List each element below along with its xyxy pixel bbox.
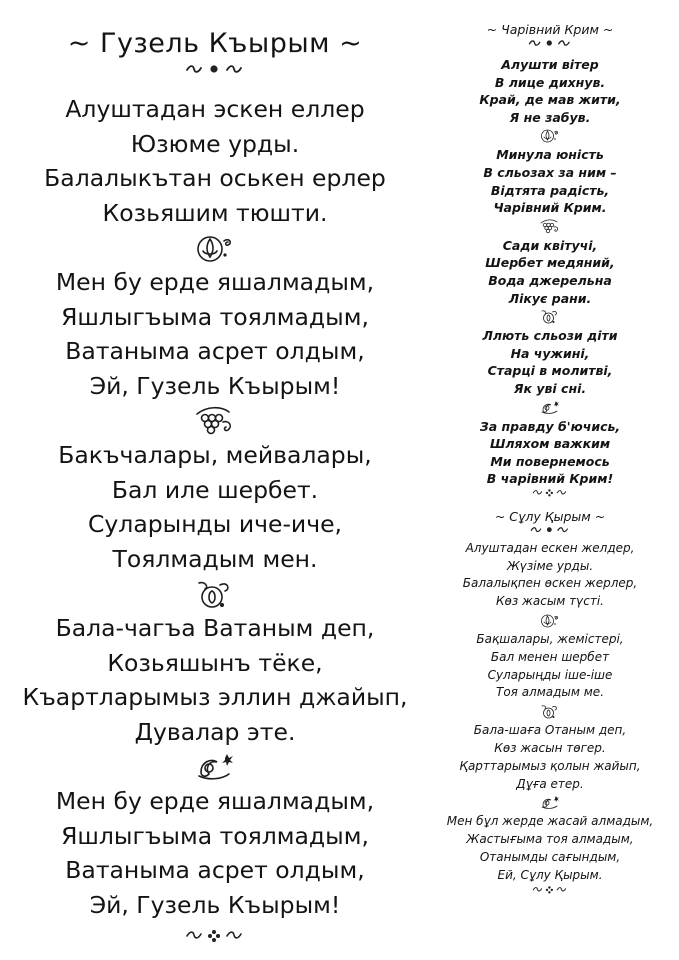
poem-line: Бал менен шербет: [490, 649, 610, 664]
moon-star-ornament-icon: [540, 400, 560, 416]
flame-ornament-icon: [540, 613, 560, 629]
poem-line: Шербет медяний,: [485, 255, 615, 271]
poem-line: Яшлыгъыма тоялмадым,: [61, 302, 369, 331]
poem-line: Қарттарымыз қолын жайып,: [459, 758, 641, 773]
poem-line: Я не забув.: [509, 109, 591, 125]
flame-ornament-icon: [195, 233, 235, 265]
poem-line: Жүзіме урды.: [506, 558, 594, 573]
poem-line: Лікує рани.: [508, 290, 592, 306]
poem-line: Старці в молитві,: [487, 363, 613, 379]
poem-line: Тоялмадым мен.: [112, 544, 318, 573]
poem-line: Юзюме урды.: [130, 129, 300, 158]
poem-line: Ллють сльози діти: [482, 328, 618, 344]
flame-ornament-icon: [540, 128, 560, 144]
swirl-ornament-icon: [540, 309, 560, 325]
poem-line: Вода джерельна: [488, 272, 612, 288]
ukrainian-poem-title: ~ Чарівний Крим ~: [486, 22, 614, 37]
left-stanza-2: [0, 265, 430, 403]
poem-line: Край, де мав жити,: [479, 92, 621, 108]
kaz-stanza-2: [430, 631, 670, 702]
poem-line: Алушти вітер: [501, 57, 599, 72]
poem-line: Сади квітучі,: [502, 237, 598, 253]
poem-line: В лице дихнув.: [494, 74, 606, 90]
swirl-ornament-icon: [195, 579, 235, 611]
right-column: [430, 0, 670, 895]
poem-line: Алуштадан эскен еллер: [65, 95, 365, 123]
divider-ornament-icon: [185, 64, 245, 78]
poem-line: Ей, Сұлу Қырым.: [497, 867, 603, 882]
poem-line: Чарівний Крим.: [493, 200, 607, 216]
ukr-stanza-4: [430, 327, 670, 397]
moon-star-ornament-icon: [540, 795, 560, 811]
grapes-ornament-icon: [540, 219, 560, 235]
poem-line: Дұға етер.: [516, 776, 584, 791]
poem-line: Къартларымыз эллин джайып,: [22, 683, 408, 711]
poem-line: Шляхом важким: [489, 436, 611, 452]
poem-line: За правду б'ючись,: [479, 418, 621, 434]
moon-star-ornament-icon: [195, 752, 235, 784]
poem-line: Ватаныма асрет олдым,: [65, 337, 365, 365]
kazakh-poem-title: ~ Сұлу Қырым ~: [494, 508, 606, 524]
left-stanza-5: [0, 784, 430, 922]
ukr-stanza-1: [430, 56, 670, 126]
poem-line: Минула юність: [496, 147, 604, 163]
poem-line: В сльозах за ним –: [483, 164, 617, 180]
poem-line: Отанымды сағындым,: [479, 850, 621, 865]
left-stanza-3: [0, 438, 430, 576]
grapes-ornament-icon: [195, 406, 235, 438]
poem-line: Балалықпен өскен жерлер,: [462, 576, 638, 591]
end-flower-ornament-icon: [185, 930, 245, 944]
ukr-stanza-3: [430, 237, 670, 307]
kaz-stanza-4: [430, 813, 670, 884]
poem-line: Ми повернемось: [490, 453, 610, 469]
poem-line: Көз жасым түсті.: [496, 594, 604, 609]
poem-line: Бал иле шербет.: [111, 475, 319, 504]
poem-line: Яшлыгъыма тоялмадым,: [61, 821, 369, 850]
poem-line: Мен бұл жерде жасай алмадым,: [446, 814, 654, 829]
ukr-stanza-5: [430, 418, 670, 488]
divider-ornament-icon: [528, 39, 572, 50]
poem-line: Козьяшынъ тёке,: [107, 648, 323, 677]
poem-line: Балалыкътан оськен ерлер: [44, 164, 386, 192]
ukrainian-poem: [430, 56, 670, 498]
poem-line: Мен бу ерде яшалмадым,: [55, 787, 375, 815]
poem-line: Суларыңды іше-іше: [487, 667, 613, 682]
poem-line: Ватаныма асрет олдым,: [65, 856, 365, 884]
poem-line: Бакъчалары, мейвалары,: [58, 441, 372, 469]
left-stanza-4: [0, 611, 430, 749]
left-stanza-1: [0, 92, 430, 230]
poem-line: Дувалар эте.: [134, 717, 296, 746]
end-flower-ornament-icon: [532, 886, 568, 895]
swirl-ornament-icon: [540, 704, 560, 720]
poem-line: Козьяшим тюшти.: [102, 198, 328, 227]
poem-line: Көз жасын төгер.: [494, 741, 606, 756]
left-poem-title: ~ Гузель Къырым ~: [67, 28, 363, 59]
poem-line: Як уві сні.: [513, 380, 587, 396]
poem-line: В чарівний Крим!: [486, 471, 614, 487]
poem-line: Тоя алмадым ме.: [495, 685, 605, 700]
poem-line: Бала-шаға Отаным деп,: [473, 723, 627, 738]
kaz-stanza-3: [430, 722, 670, 793]
kazakh-poem: [430, 540, 670, 895]
poem-line: На чужині,: [510, 345, 590, 361]
divider-ornament-icon: [530, 526, 570, 536]
poem-line: Відтята радість,: [490, 182, 610, 198]
poem-line: Бала-чагъа Ватаным деп,: [55, 614, 375, 642]
poem-line: Мен бу ерде яшалмадым,: [55, 268, 375, 296]
poem-line: Алуштадан ескен желдер,: [465, 540, 635, 555]
kaz-stanza-1: [430, 540, 670, 611]
poem-line: Бақшалары, жемістері,: [476, 632, 624, 647]
poem-line: Эй, Гузель Къырым!: [89, 371, 341, 400]
poem-line: Эй, Гузель Къырым!: [89, 890, 341, 919]
poem-line: Жастығыма тоя алмадым,: [466, 832, 634, 847]
end-flower-ornament-icon: [532, 489, 568, 498]
poem-line: Суларынды иче-иче,: [87, 510, 343, 538]
ukr-stanza-2: [430, 146, 670, 216]
